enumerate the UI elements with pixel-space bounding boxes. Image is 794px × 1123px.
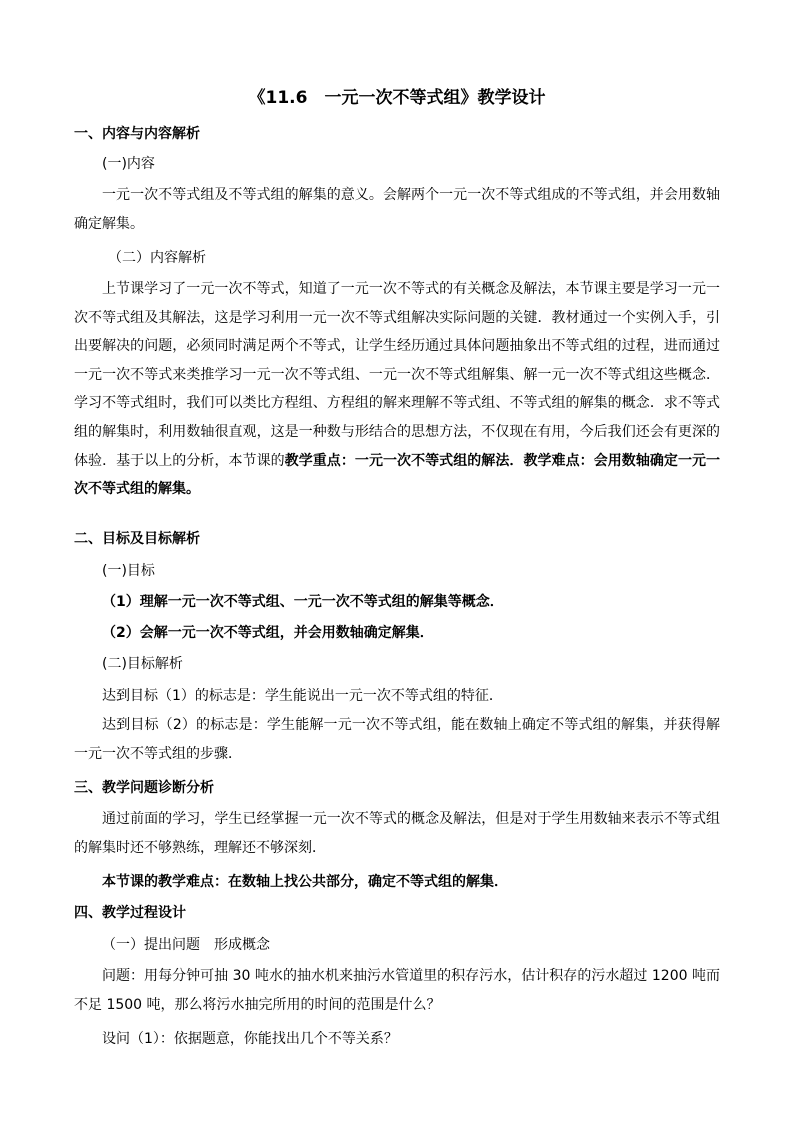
section-heading-2: 二、目标及目标解析 (74, 531, 200, 547)
subheading-goals: (一)目标 (102, 563, 155, 579)
subheading-problem: （一）提出问题 形成概念 (102, 937, 270, 953)
problem-paragraph: 问题：用每分钟可抽 30 吨水的抽水机来抽污水管道里的积存污水，估计积存的污水超过 1200 吨而不足 1500 吨，那么将污水抽完所用的时间的范围是什么？ (74, 968, 720, 1013)
section-heading-4: 四、教学过程设计 (74, 905, 186, 921)
goal-1: （1）理解一元一次不等式组、一元一次不等式组的解集等概念． (102, 594, 504, 610)
section-heading-3: 三、教学问题诊断分析 (74, 780, 214, 796)
paragraph-content: 一元一次不等式组及不等式组的解集的意义。会解两个一元一次不等式组成的不等式组，并会用数轴确定解集。 (74, 187, 720, 232)
section-heading-1: 一、内容与内容解析 (74, 126, 200, 142)
subheading-content: (一)内容 (102, 156, 155, 172)
goal-2: （2）会解一元一次不等式组，并会用数轴确定解集． (102, 625, 434, 641)
page-title: 《11.6 一元一次不等式组》教学设计 (248, 88, 546, 108)
difficulty-text: 会用数轴确定一元一次不等式组的解集。 (74, 452, 721, 498)
diagnosis-paragraph: 通过前面的学习，学生已经掌握一元一次不等式的概念及解法，但是对于学生用数轴来表示不等式组的解集时还不够熟练，理解还不够深刻． (74, 811, 720, 856)
goal-analysis-2: 达到目标（2）的标志是：学生能解一元一次不等式组，能在数轴上确定不等式组的解集，并获得解一元一次不等式组的步骤． (74, 717, 720, 762)
question-1: 设问（1）：依据题意，你能找出几个不等关系？ (102, 1031, 398, 1047)
difficulty-label: 教学难点： (523, 452, 594, 469)
goal-analysis-1: 达到目标（1）的标志是：学生能说出一元一次不等式组的特征． (102, 688, 503, 704)
analysis-text: 上节课学习了一元一次不等式，知道了一元一次不等式的有关概念及解法，本节课主要是学习一元一次不等式组及其解法，这是学习利用一元一次不等式组解决实际问题的关键．教材通过一个实例入手，引出要解决的问题，必须同时满足两个不等式，让学生经历通过具体问题抽象出不等式组的过程，进而通过一元一次不等式来类推学习一元一次不等式组、一元一次不等式组解集、解一元一次不等式组这些概念．学习不等式组时，我们可以类比方程组、方程组的解来理解不等式组、不等式组的解集的概念．求不等式组的解集时，利用数轴很直观，这是一种数与形结合的思想方法，不仅现在有用，今后我们还会有更深的体验．基于以上的分析，本节课的 (74, 281, 720, 469)
paragraph-content-analysis (74, 275, 720, 504)
diagnosis-difficulty: 本节课的教学难点：在数轴上找公共部分，确定不等式组的解集． (102, 874, 508, 890)
key-point-label: 教学重点： (284, 452, 355, 469)
subheading-goal-analysis: (二)目标解析 (102, 656, 183, 672)
subheading-content-analysis: （二）内容解析 (108, 250, 206, 266)
key-point-text: 一元一次不等式组的解法． (354, 452, 524, 469)
